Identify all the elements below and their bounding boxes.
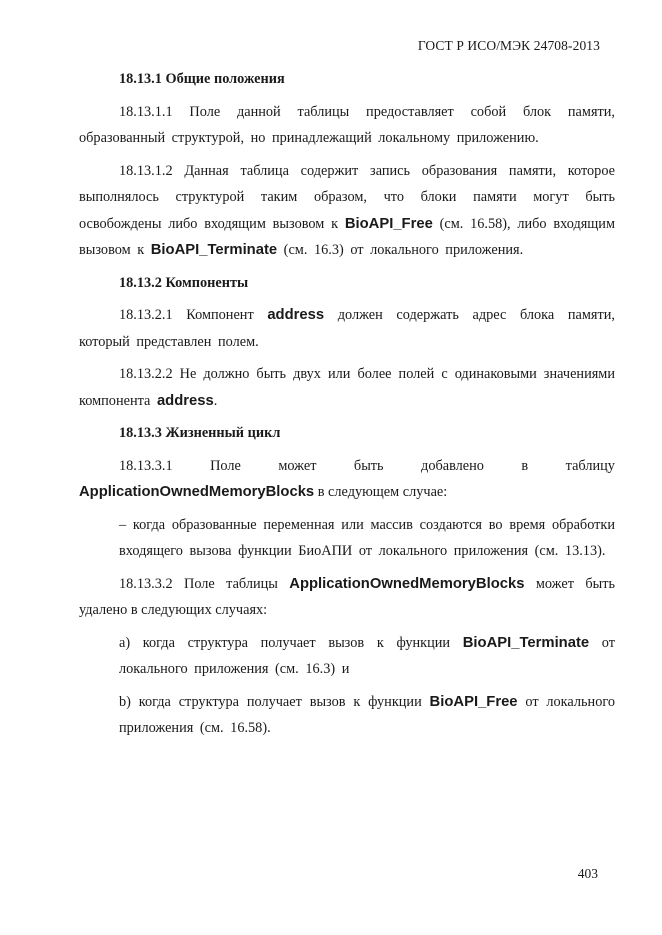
paragraph-text: 18.13.2.2 Не должно быть двух или более полей с одинаковыми значениями компонента [79,366,615,409]
paragraph-18-13-1-2 [79,158,615,264]
code-term-application-owned-memory-blocks: ApplicationOwnedMemoryBlocks [289,575,525,592]
paragraph-18-13-1-1: 18.13.1.1 Поле данной таблицы предоставляет собой блок памяти, образованный структурой, но принадлежащий локальному приложению. [79,103,615,146]
paragraph-18-13-3-1-line1 [79,453,615,480]
paragraph-text: 18.13.1.2 Данная таблица содержит запись образования памяти, которое выполнялось структурой таким образом, что блоки памяти могут быть освобождены либо входящим вызовом к [79,162,615,232]
section-heading-18-13-1: 18.13.1 Общие положения [119,71,285,87]
paragraph-text: (см. 16.3) от локального приложения. [277,242,524,258]
paragraph-text: от локального приложения (см. 16.58). [119,693,615,736]
code-term-address: address [156,392,214,409]
word: Поле [210,457,241,474]
paragraph-text: . [213,392,218,409]
code-term-bioapi-terminate: BioAPI_Terminate [462,634,590,651]
word: 18.13.3.1 [119,457,173,474]
code-term-application-owned-memory-blocks: ApplicationOwnedMemoryBlocks [79,484,315,500]
paragraph-18-13-2-1 [79,302,615,355]
paragraph-text: от локального приложения (см. 16.3) и [119,634,615,677]
paragraph-18-13-3-2 [79,571,615,624]
page-number: 403 [577,866,598,881]
list-item-dash: – когда образованные переменная или массив создаются во время обработки входящего вызова функции БиоАПИ от локального приложения (см. 13.13). [119,516,615,559]
word: может [278,457,317,474]
code-term-bioapi-free: BioAPI_Free [344,215,433,232]
document-header: ГОСТ Р ИСО/МЭК 24708-2013 [417,38,600,53]
paragraph-text: может быть удалено в следующих случаях: [79,575,615,618]
paragraph-18-13-2-2 [79,361,615,414]
paragraph-18-13-3-1-line2 [79,479,615,506]
paragraph-text: а) когда структура получает вызов к функции [119,634,463,651]
section-heading-18-13-3: 18.13.3 Жизненный цикл [119,425,281,441]
code-term-bioapi-terminate: BioAPI_Terminate [150,242,278,258]
paragraph-text: 18.13.2.1 Компонент [119,307,268,323]
code-term-address: address [267,307,325,323]
paragraph-text: (см. 16.58), либо входящим вызовом к [79,215,616,258]
paragraph-text: должен содержать адрес блока памяти, который представлен полем. [79,307,615,350]
word: таблицу [565,457,615,474]
paragraph-text: 18.13.3.2 Поле таблицы [119,575,290,592]
list-item-a [79,630,615,683]
paragraph-text: в следующем случае: [314,484,448,500]
list-item-b [79,689,615,742]
word: быть [353,457,384,474]
document-body [79,66,615,748]
word: добавлено [421,457,484,474]
word: в [521,457,529,474]
paragraph-text: b) когда структура получает вызов к функции [119,693,430,710]
code-term-bioapi-free: BioAPI_Free [429,693,518,710]
section-heading-18-13-2: 18.13.2 Компоненты [119,274,249,291]
